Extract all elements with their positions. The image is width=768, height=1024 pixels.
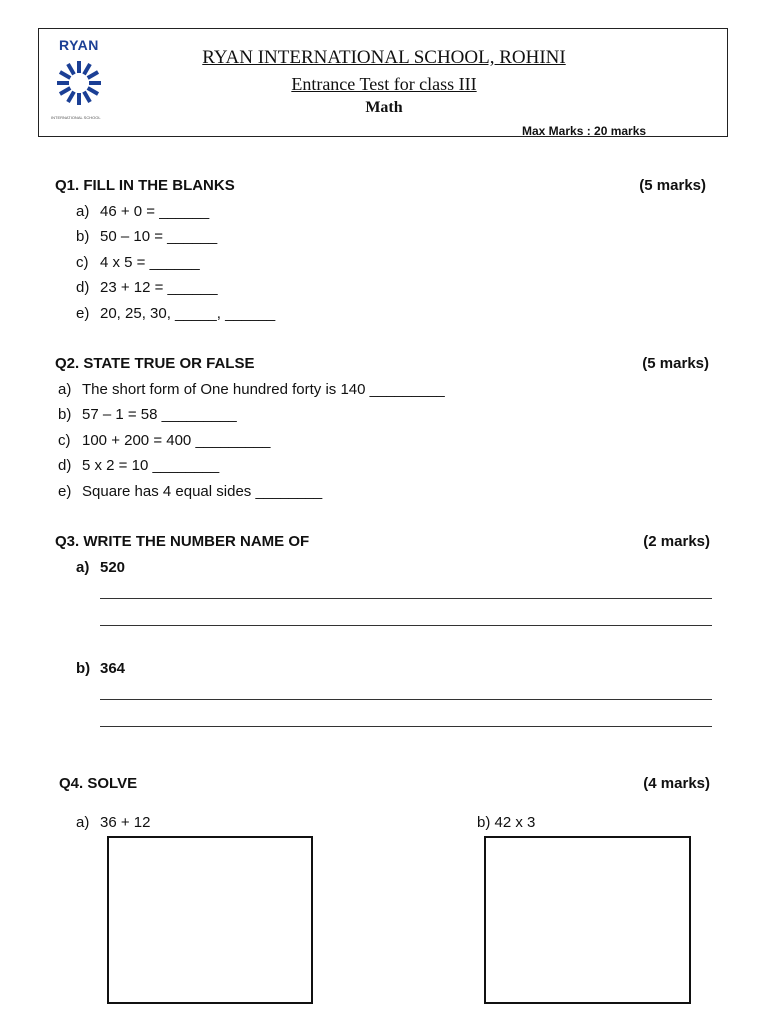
q2-item-a bbox=[58, 381, 445, 398]
q3-item-a bbox=[76, 559, 125, 576]
q3-item-b bbox=[76, 660, 125, 677]
item-label: b) bbox=[58, 406, 72, 423]
q1-title: Q1. FILL IN THE BLANKS bbox=[55, 177, 235, 194]
item-label: e) bbox=[58, 483, 72, 500]
item-text: 520 bbox=[100, 559, 126, 576]
item-label: a) bbox=[76, 203, 90, 220]
q1-marks: (5 marks) bbox=[639, 177, 706, 194]
q1-item-b bbox=[76, 228, 217, 245]
max-marks: Max Marks : 20 marks bbox=[522, 124, 647, 138]
item-text: 20, 25, 30, _____, ______ bbox=[100, 305, 276, 322]
subject-title: Math bbox=[365, 99, 403, 116]
item-label: a) bbox=[76, 814, 90, 831]
answer-line bbox=[100, 598, 712, 599]
q2-item-c bbox=[58, 432, 271, 449]
answer-line bbox=[100, 726, 712, 727]
school-name: RYAN INTERNATIONAL SCHOOL, ROHINI bbox=[202, 47, 566, 68]
q1-item-a bbox=[76, 203, 209, 220]
q4-marks: (4 marks) bbox=[643, 775, 710, 792]
item-text: 23 + 12 = ______ bbox=[100, 279, 218, 296]
answer-line bbox=[100, 699, 712, 700]
item-label: b) bbox=[477, 814, 491, 831]
item-text: 50 – 10 = ______ bbox=[100, 228, 218, 245]
q4-item-a bbox=[76, 814, 150, 831]
q3-marks: (2 marks) bbox=[643, 533, 710, 550]
item-label: c) bbox=[76, 254, 89, 271]
item-text: 36 + 12 bbox=[100, 814, 151, 831]
q1-item-e bbox=[76, 305, 275, 322]
item-text: 42 x 3 bbox=[494, 814, 536, 831]
item-text: 364 bbox=[100, 660, 126, 677]
item-label: a) bbox=[76, 559, 90, 576]
q1-item-d bbox=[76, 279, 218, 296]
item-text: 4 x 5 = ______ bbox=[100, 254, 200, 271]
item-text: The short form of One hundred forty is 140 _________ bbox=[82, 381, 445, 398]
q2-marks: (5 marks) bbox=[642, 355, 709, 372]
q2-item-b bbox=[58, 406, 237, 423]
q4-item-b bbox=[477, 814, 535, 831]
answer-box-b[interactable] bbox=[484, 836, 691, 1004]
logo-text: RYAN bbox=[59, 37, 99, 53]
item-text: Square has 4 equal sides ________ bbox=[82, 483, 323, 500]
q4-title: Q4. SOLVE bbox=[59, 775, 138, 792]
item-label: a) bbox=[58, 381, 72, 398]
item-label: c) bbox=[58, 432, 71, 449]
q1-item-c bbox=[76, 254, 200, 271]
item-label: d) bbox=[58, 457, 72, 474]
item-label: e) bbox=[76, 305, 90, 322]
test-title: Entrance Test for class III bbox=[291, 74, 477, 94]
q2-title: Q2. STATE TRUE OR FALSE bbox=[55, 355, 255, 372]
item-text: 46 + 0 = ______ bbox=[100, 203, 210, 220]
answer-box-a[interactable] bbox=[107, 836, 313, 1004]
item-label: b) bbox=[76, 228, 90, 245]
item-text: 5 x 2 = 10 ________ bbox=[82, 457, 220, 474]
logo-tagline: INTERNATIONAL SCHOOL bbox=[51, 115, 101, 120]
q2-item-d bbox=[58, 457, 219, 474]
item-text: 57 – 1 = 58 _________ bbox=[82, 406, 237, 423]
item-label: b) bbox=[76, 660, 91, 677]
q3-title: Q3. WRITE THE NUMBER NAME OF bbox=[55, 533, 310, 550]
q2-item-e bbox=[58, 483, 322, 500]
header-box bbox=[38, 28, 728, 137]
item-text: 100 + 200 = 400 _________ bbox=[82, 432, 271, 449]
item-label: d) bbox=[76, 279, 90, 296]
answer-line bbox=[100, 625, 712, 626]
